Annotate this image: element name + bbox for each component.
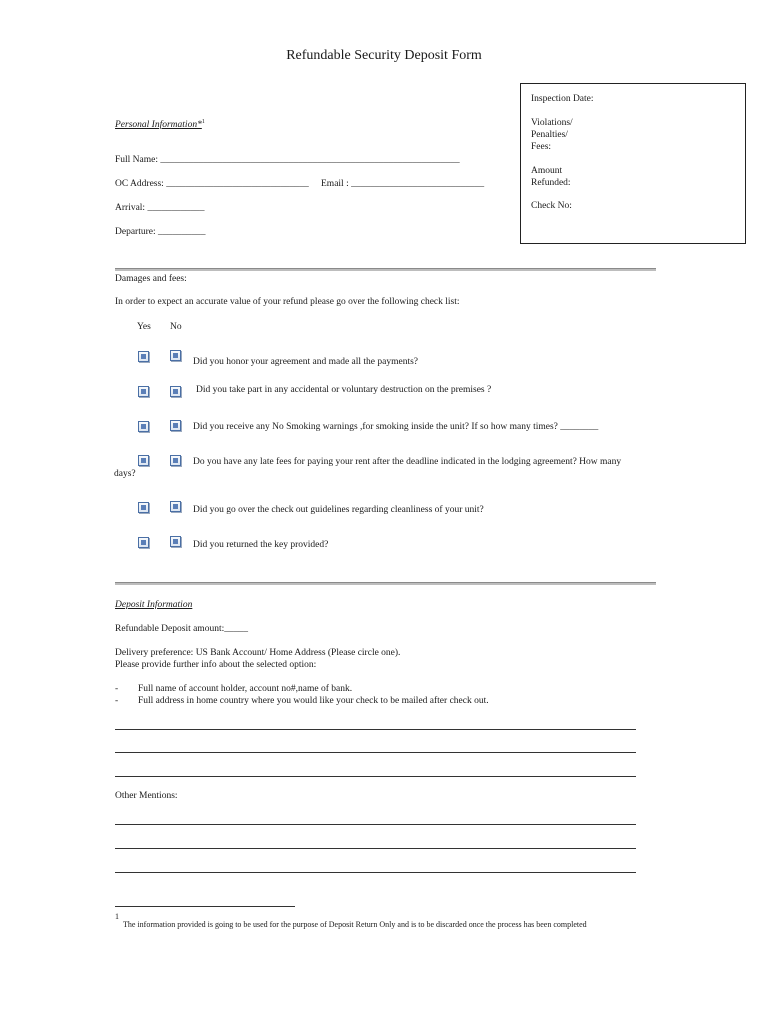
form-title: Refundable Security Deposit Form xyxy=(286,48,482,63)
q2-text: Did you take part in any accidental or voluntary destruction on the premises ? xyxy=(196,385,492,395)
damages-intro: In order to expect an accurate value of your refund please go over the following check list: xyxy=(115,297,460,307)
further-info-prompt: Please provide further info about the selected option: xyxy=(115,660,317,670)
delivery-preference: Delivery preference: US Bank Account/ Home Address (Please circle one). xyxy=(115,648,401,658)
fees-label: Fees: xyxy=(531,142,552,152)
check-no-label: Check No: xyxy=(531,201,572,211)
q3-yes-checkbox[interactable] xyxy=(138,421,149,432)
bullet-dash: - xyxy=(115,696,119,706)
arrival-field[interactable]: Arrival: ____________ xyxy=(115,203,205,213)
damages-heading: Damages and fees: xyxy=(115,274,187,284)
refunded-label: Refunded: xyxy=(531,178,571,188)
footnote-text: The information provided is going to be used for the purpose of Deposit Return Only and is to be discarded once the process has been completed xyxy=(123,920,587,929)
q3-text: Did you receive any No Smoking warnings ,for smoking inside the unit? If so how many times? ________ xyxy=(193,422,599,432)
full-name-field[interactable]: Full Name: _______________________________________________________________ xyxy=(115,155,460,165)
q5-text: Did you go over the check out guidelines regarding cleanliness of your unit? xyxy=(193,505,484,515)
inspection-box xyxy=(520,83,746,244)
deposit-info-heading: Deposit Information xyxy=(115,600,193,610)
amount-label: Amount xyxy=(531,166,563,176)
oc-address-field[interactable]: OC Address: ______________________________ xyxy=(115,179,309,189)
answer-line[interactable] xyxy=(115,729,636,730)
section-divider xyxy=(115,268,656,271)
violations-label: Violations/ xyxy=(531,118,573,128)
q2-no-checkbox[interactable] xyxy=(170,386,181,397)
mentions-line[interactable] xyxy=(115,848,636,849)
q2-yes-checkbox[interactable] xyxy=(138,386,149,397)
q3-no-checkbox[interactable] xyxy=(170,420,181,431)
bullet-item: Full name of account holder, account no#,name of bank. xyxy=(138,684,353,694)
other-mentions-label: Other Mentions: xyxy=(115,791,178,801)
mentions-line[interactable] xyxy=(115,824,636,825)
q1-no-checkbox[interactable] xyxy=(170,350,181,361)
penalties-label: Penalties/ xyxy=(531,130,568,140)
inspection-date-label: Inspection Date: xyxy=(531,94,594,104)
yes-header: Yes xyxy=(137,322,151,332)
answer-line[interactable] xyxy=(115,776,636,777)
footnote-ref: 1 xyxy=(201,119,205,125)
q6-no-checkbox[interactable] xyxy=(170,536,181,547)
q4-yes-checkbox[interactable] xyxy=(138,455,149,466)
q6-text: Did you returned the key provided? xyxy=(193,540,329,550)
footnote-marker: 1 xyxy=(115,912,119,921)
section-divider xyxy=(115,582,656,585)
deposit-amount-field[interactable]: Refundable Deposit amount:_____ xyxy=(115,624,248,634)
q4-no-checkbox[interactable] xyxy=(170,455,181,466)
q6-yes-checkbox[interactable] xyxy=(138,537,149,548)
q4-text: Do you have any late fees for paying your rent after the deadline indicated in the lodging agreement? How many xyxy=(193,457,622,467)
mentions-line[interactable] xyxy=(115,872,636,873)
footnote-separator xyxy=(115,906,295,907)
bullet-item: Full address in home country where you would like your check to be mailed after check out. xyxy=(138,696,489,706)
personal-info-heading-text: Personal Information* xyxy=(115,120,202,131)
email-field[interactable]: Email : ____________________________ xyxy=(321,179,485,189)
answer-line[interactable] xyxy=(115,752,636,753)
no-header: No xyxy=(170,322,182,332)
q1-yes-checkbox[interactable] xyxy=(138,351,149,362)
q4-text-continued: days? xyxy=(114,469,136,479)
personal-info-heading xyxy=(115,119,205,130)
q5-yes-checkbox[interactable] xyxy=(138,502,149,513)
bullet-dash: - xyxy=(115,684,119,694)
departure-field[interactable]: Departure: __________ xyxy=(115,227,206,237)
q5-no-checkbox[interactable] xyxy=(170,501,181,512)
q1-text: Did you honor your agreement and made all the payments? xyxy=(193,357,419,367)
